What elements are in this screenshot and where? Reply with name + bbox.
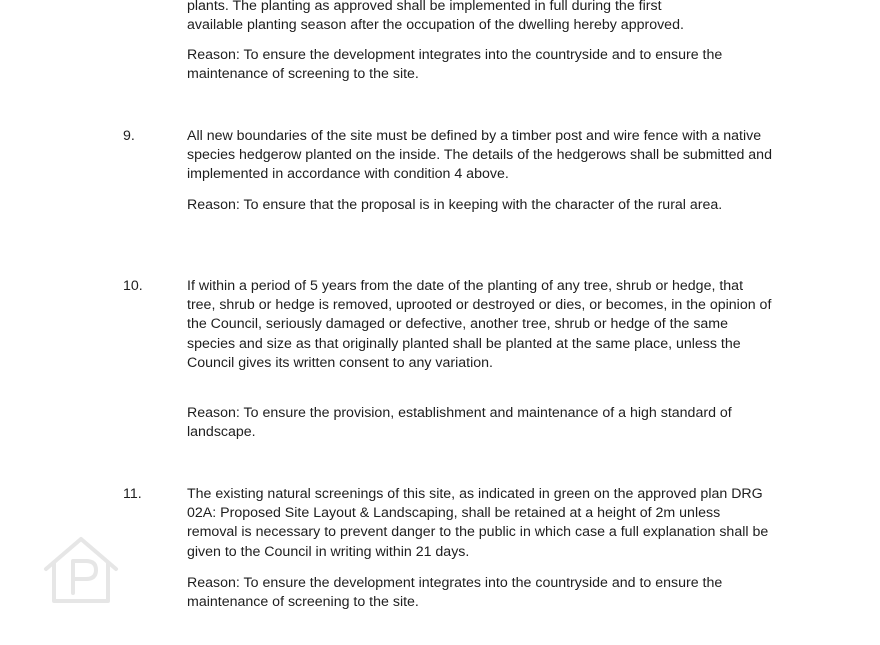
condition-11-reason: Reason: To ensure the development integrates into the countryside and to ensure the maintenance of screening to the site. xyxy=(187,575,723,611)
condition-11-text: The existing natural screenings of this site, as indicated in green on the approved plan DRG 02A: Proposed Site Layout & Landscaping, shall be retained at a height of 2m unless removal is necessary to prevent danger to the public in which case a full explanation shall be given to the Council in writing within 21 days. xyxy=(187,486,769,560)
condition-10-text: If within a period of 5 years from the date of the planting of any tree, shrub or hedge, that tree, shrub or hedge is removed, uprooted or destroyed or dies, or becomes, in the opinion of the Council, seriously damaged or defective, another tree, shrub or hedge of the same species and size as that originally planted shall be planted at the same place, unless the Council gives its written consent to any variation. xyxy=(187,278,772,371)
intro-reason: Reason: To ensure the development integrates into the countryside and to ensure the maintenance of screening to the site. xyxy=(187,47,723,83)
condition-9-text: All new boundaries of the site must be defined by a timber post and wire fence with a native species hedgerow planted on the inside. The details of the hedgerows shall be submitted and implemented in accordance with condition 4 above. xyxy=(187,128,772,183)
condition-9-reason: Reason: To ensure that the proposal is in keeping with the character of the rural area. xyxy=(187,197,723,213)
condition-10-reason: Reason: To ensure the provision, establishment and maintenance of a high standard of landscape. xyxy=(187,405,732,441)
intro-text-line-2: available planting season after the occupation of the dwelling hereby approved. xyxy=(187,17,684,34)
intro-text xyxy=(187,0,772,35)
condition-9-number: 9. xyxy=(123,128,135,144)
condition-10-number: 10. xyxy=(123,278,143,294)
intro-text-line-1: plants. The planting as approved shall be implemented in full during the first xyxy=(187,0,662,14)
house-p-logo-icon xyxy=(42,535,120,605)
condition-11-number: 11. xyxy=(123,486,142,502)
